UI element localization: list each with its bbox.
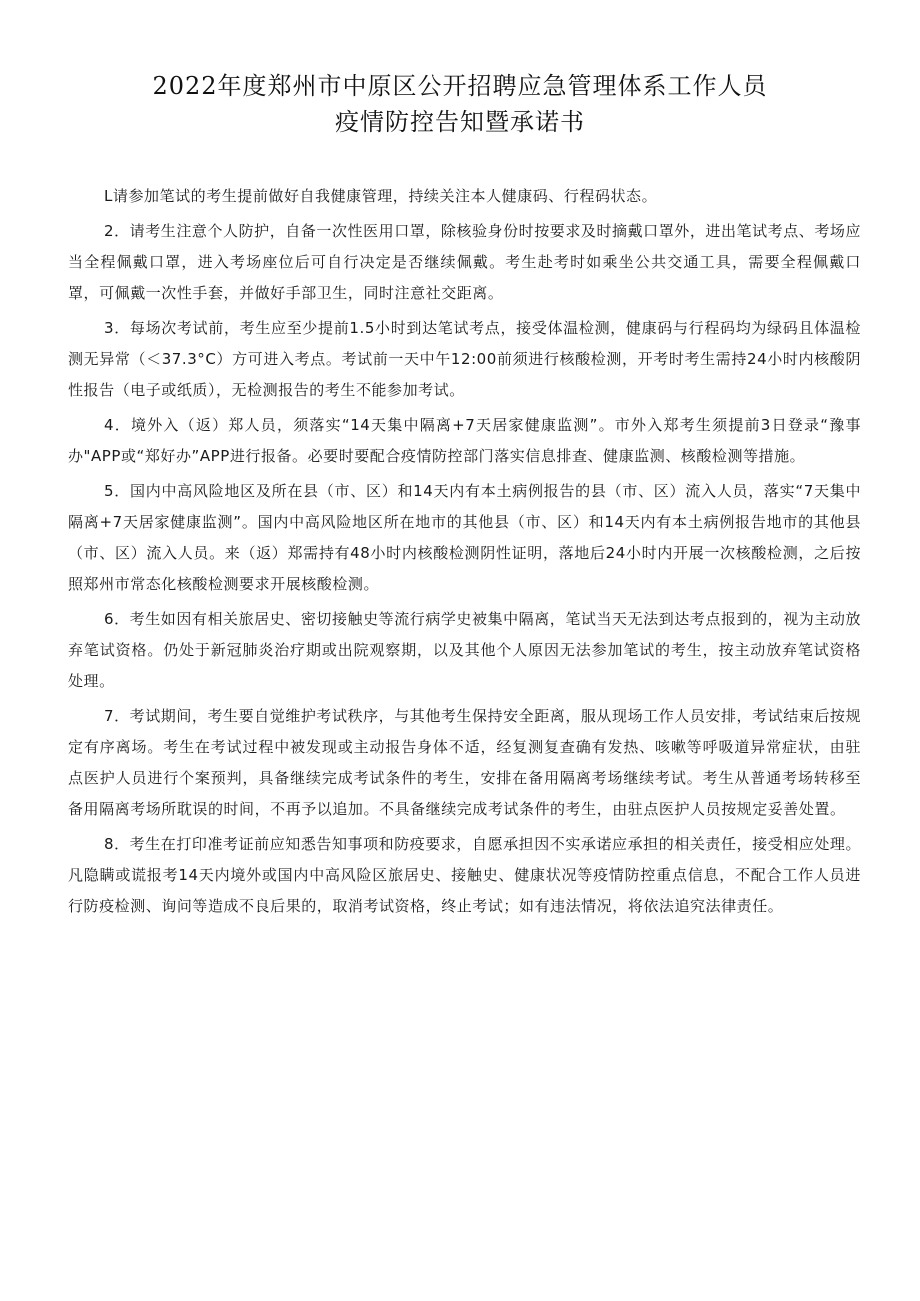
title-line-1: 2022年度郑州市中原区公开招聘应急管理体系工作人员 (152, 72, 768, 100)
document-body (68, 181, 861, 926)
paragraph-8: 8．考生在打印准考证前应知悉告知事项和防疫要求，自愿承担因不实承诺应承担的相关责任，接受相应处理。凡隐瞒或谎报考14天内境外或国内中高风险区旅居史、接触史、健康状况等疫情防控重点信息，不配合工作人员进行防疫检测、询问等造成不良后果的，取消考试资格，终止考试；如有违法情况，将依法追究法律责任。 (68, 835, 861, 915)
paragraph-1: L请参加笔试的考生提前做好自我健康管理，持续关注本人健康码、行程码状态。 (104, 187, 658, 205)
paragraph-4: 4．境外入（返）郑人员，须落实“14天集中隔离+7天居家健康监测”。市外入郑考生须提前3日登录“豫事办"APP或“郑好办”APP进行报备。必要时要配合疫情防控部门落实信息排查、健康监测、核酸检测等措施。 (68, 416, 861, 465)
paragraph-7: 7．考试期间，考生要自觉维护考试秩序，与其他考生保持安全距离，服从现场工作人员安排，考试结束后按规定有序离场。考生在考试过程中被发现或主动报告身体不适，经复测复查确有发热、咳嗽等呼吸道异常症状，由驻点医护人员进行个案预判，具备继续完成考试条件的考生，安排在备用隔离考场继续考试。考生从普通考场转移至备用隔离考场所耽误的时间，不再予以追加。不具备继续完成考试条件的考生，由驻点医护人员按规定妥善处置。 (68, 707, 861, 818)
title-line-2: 疫情防控告知暨承诺书 (335, 108, 585, 136)
paragraph-3: 3．每场次考试前，考生应至少提前1.5小时到达笔试考点，接受体温检测，健康码与行程码均为绿码且体温检测无异常（＜37.3°C）方可进入考点。考试前一天中午12:00前须进行核酸检测，开考时考生需持24小时内核酸阴性报告（电子或纸质），无检测报告的考生不能参加考试。 (68, 319, 861, 399)
paragraph-2: 2．请考生注意个人防护，自备一次性医用口罩，除核验身份时按要求及时摘戴口罩外，进出笔试考点、考场应当全程佩戴口罩，进入考场座位后可自行决定是否继续佩戴。考生赴考时如乘坐公共交通工具，需要全程佩戴口罩，可佩戴一次性手套，并做好手部卫生，同时注意社交距离。 (68, 222, 861, 302)
document-title (60, 68, 860, 140)
paragraph-6: 6．考生如因有相关旅居史、密切接触史等流行病学史被集中隔离，笔试当天无法到达考点报到的，视为主动放弃笔试资格。仍处于新冠肺炎治疗期或出院观察期，以及其他个人原因无法参加笔试的考生，按主动放弃笔试资格处理。 (68, 610, 861, 690)
paragraph-5: 5．国内中高风险地区及所在县（市、区）和14天内有本土病例报告的县（市、区）流入人员，落实“7天集中隔离+7天居家健康监测”。国内中高风险地区所在地市的其他县（市、区）和14天内有本土病例报告地市的其他县（市、区）流入人员。来（返）郑需持有48小时内核酸检测阴性证明，落地后24小时内开展一次核酸检测，之后按照郑州市常态化核酸检测要求开展核酸检测。 (68, 482, 861, 593)
